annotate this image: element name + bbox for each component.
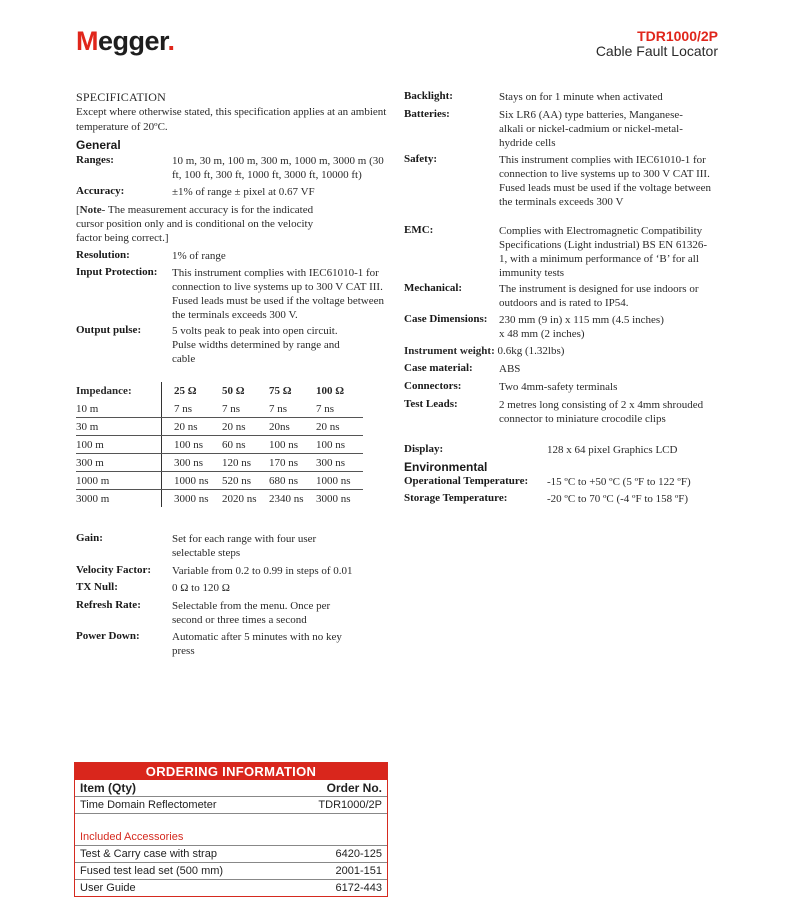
case-material-value: ABS [499, 363, 521, 375]
ranges-value: 10 m, 30 m, 100 m, 300 m, 1000 m, 3000 m (30 ft, 100 ft, 300 ft, 1000 ft, 3000 ft, 10000 ft) [172, 155, 384, 181]
cell-50: 7 ns [222, 400, 269, 418]
table-row [76, 454, 363, 472]
operational-temperature-label: Operational Temperature: [404, 475, 529, 487]
list-item [75, 880, 387, 896]
cell-75: 20ns [269, 418, 316, 436]
note-text: - The measurement accuracy is for the indicated cursor position only and is conditional on the velocity factor being correct.] [76, 204, 314, 244]
power-down-value: Automatic after 5 minutes with no key press [172, 631, 342, 657]
col-75-ohm: 75 Ω [269, 385, 292, 397]
cell-25: 300 ns [162, 454, 223, 472]
cell-75: 100 ns [269, 436, 316, 454]
refresh-rate-value: Selectable from the menu. Once per second or three times a second [172, 600, 331, 626]
row-range: 3000 m [76, 490, 162, 508]
list-item [75, 846, 387, 863]
storage-temperature-label: Storage Temperature: [404, 492, 508, 504]
case-dimensions-value: 230 mm (9 in) x 115 mm (4.5 inches) x 48 mm (2 inches) [499, 314, 664, 340]
cell-75: 7 ns [269, 400, 316, 418]
megger-logo [76, 26, 175, 57]
cell-100: 300 ns [316, 454, 363, 472]
cell-25: 1000 ns [162, 472, 223, 490]
connectors-value: Two 4mm-safety terminals [499, 381, 618, 393]
display-label: Display: [404, 443, 444, 455]
test-leads-value: 2 metres long consisting of 2 x 4mm shrouded connector to miniature crocodile clips [499, 399, 704, 425]
accessory-code: 2001-151 [335, 865, 382, 877]
test-leads-label: Test Leads: [404, 398, 458, 410]
case-dimensions-label: Case Dimensions: [404, 313, 488, 325]
accessory-item: Test & Carry case with strap [80, 848, 217, 860]
general-heading: General [76, 138, 121, 152]
accuracy-note [76, 203, 336, 245]
input-protection-value: This instrument complies with IEC61010-1 for connection to live systems up to 300 V CAT III. Fused leads must be used if the voltage between the terminals exceeds 300 V. [172, 267, 385, 321]
order-no-header: Order No. [326, 781, 382, 795]
table-row [76, 400, 363, 418]
display-value: 128 x 64 pixel Graphics LCD [547, 444, 678, 456]
accessory-item: Fused test lead set (500 mm) [80, 865, 224, 877]
tx-null-value: 0 Ω to 120 Ω [172, 582, 230, 594]
case-material-label: Case material: [404, 362, 473, 374]
logo-dot: . [167, 26, 175, 56]
table-row [76, 472, 363, 490]
instrument-weight-label: Instrument weight: [404, 345, 495, 357]
model-header [596, 28, 718, 59]
output-pulse-value: 5 volts peak to peak into open circuit. Pulse widths determined by range and cable [172, 325, 340, 365]
row-range: 1000 m [76, 472, 162, 490]
velocity-factor-label: Velocity Factor: [76, 564, 152, 576]
storage-temperature-value: -20 ºC to 70 ºC (-4 ºF to 158 ºF) [547, 493, 689, 505]
cell-75: 2340 ns [269, 492, 304, 505]
ordering-information-box [74, 762, 388, 897]
accessory-item: User Guide [80, 882, 136, 894]
impedance-col-header: Impedance: [76, 382, 162, 400]
spec-intro: Except where otherwise stated, this specification applies at an ambient temperature of 20ºC. [76, 106, 387, 133]
cell-100: 3000 ns [316, 492, 351, 505]
logo-rest: egger [98, 26, 168, 56]
main-item: Time Domain Reflectometer [80, 799, 217, 811]
ordering-header-row [75, 780, 387, 797]
cell-50: 60 ns [222, 436, 269, 454]
main-code: TDR1000/2P [318, 799, 382, 811]
cell-50: 2020 ns [222, 492, 257, 505]
item-qty-header: Item (Qty) [80, 781, 137, 795]
emc-value: Complies with Electromagnetic Compatibility Specifications (Light industrial) BS EN 61326-1, with a minimum performance of ‘B’ for all immunity tests [499, 225, 708, 279]
mechanical-label: Mechanical: [404, 282, 463, 294]
ordering-spacer [75, 814, 387, 829]
instrument-weight-value: 0.6kg (1.32lbs) [497, 345, 565, 357]
ranges-label: Ranges: [76, 154, 114, 166]
safety-value: This instrument complies with IEC61010-1 for connection to live systems up to 300 V CAT III. Fused leads must be used if the voltage between the terminals exceeds 300 V [499, 154, 712, 208]
row-range: 100 m [76, 436, 162, 454]
accuracy-value: ±1% of range ± pixel at 0.67 VF [172, 186, 315, 198]
accuracy-label: Accuracy: [76, 185, 125, 197]
row-range: 10 m [76, 400, 162, 418]
cell-100: 100 ns [316, 436, 363, 454]
row-range: 300 m [76, 454, 162, 472]
accessory-code: 6420-125 [335, 848, 382, 860]
impedance-table [76, 382, 363, 507]
instrument-weight [404, 344, 564, 358]
cell-50: 20 ns [222, 418, 269, 436]
row-range: 30 m [76, 418, 162, 436]
note-bold: Note [79, 204, 102, 216]
logo-first-letter: M [76, 26, 98, 56]
environmental-heading: Environmental [404, 460, 488, 474]
included-accessories-heading: Included Accessories [75, 829, 387, 846]
spec-title: SPECIFICATION [76, 90, 166, 104]
impedance-header-row [76, 382, 363, 400]
gain-value: Set for each range with four user selectable steps [172, 533, 317, 559]
cell-75: 170 ns [269, 454, 316, 472]
connectors-label: Connectors: [404, 380, 462, 392]
col-50-ohm: 50 Ω [222, 385, 245, 397]
backlight-value: Stays on for 1 minute when activated [499, 91, 663, 103]
table-row [76, 418, 363, 436]
list-item [75, 863, 387, 880]
output-pulse-label: Output pulse: [76, 324, 142, 336]
gain-label: Gain: [76, 532, 103, 544]
mechanical-value: The instrument is designed for use indoors or outdoors and is rated to IP54. [499, 283, 699, 309]
batteries-value: Six LR6 (AA) type batteries, Manganese-alkali or nickel-cadmium or nickel-metal-hydride cells [499, 109, 683, 149]
cell-25: 100 ns [162, 436, 223, 454]
ordering-title: ORDERING INFORMATION [75, 763, 387, 780]
cell-25: 20 ns [162, 418, 223, 436]
operational-temperature-value: -15 ºC to +50 ºC (5 ºF to 122 ºF) [547, 476, 691, 488]
input-protection-label: Input Protection: [76, 266, 158, 278]
cell-100: 7 ns [316, 400, 363, 418]
cell-50: 120 ns [222, 454, 269, 472]
resolution-label: Resolution: [76, 249, 130, 261]
power-down-label: Power Down: [76, 630, 140, 642]
refresh-rate-label: Refresh Rate: [76, 599, 141, 611]
ordering-main-row [75, 797, 387, 814]
col-100-ohm: 100 Ω [316, 385, 345, 397]
table-row [76, 436, 363, 454]
safety-label: Safety: [404, 153, 437, 165]
col-25-ohm: 25 Ω [174, 385, 197, 397]
model-name: Cable Fault Locator [595, 43, 718, 59]
resolution-value: 1% of range [172, 250, 226, 262]
table-row [76, 490, 363, 508]
backlight-label: Backlight: [404, 90, 453, 102]
velocity-factor-value: Variable from 0.2 to 0.99 in steps of 0.01 [172, 565, 353, 577]
emc-label: EMC: [404, 224, 434, 236]
cell-50: 520 ns [222, 472, 269, 490]
accessory-code: 6172-443 [335, 882, 382, 894]
cell-25: 3000 ns [174, 492, 209, 505]
batteries-label: Batteries: [404, 108, 450, 120]
note-open: [ [76, 204, 80, 216]
cell-25: 7 ns [162, 400, 223, 418]
tx-null-label: TX Null: [76, 581, 118, 593]
cell-100: 20 ns [316, 418, 363, 436]
model-code: TDR1000/2P [637, 28, 718, 44]
cell-100: 1000 ns [316, 472, 363, 490]
cell-75: 680 ns [269, 472, 316, 490]
